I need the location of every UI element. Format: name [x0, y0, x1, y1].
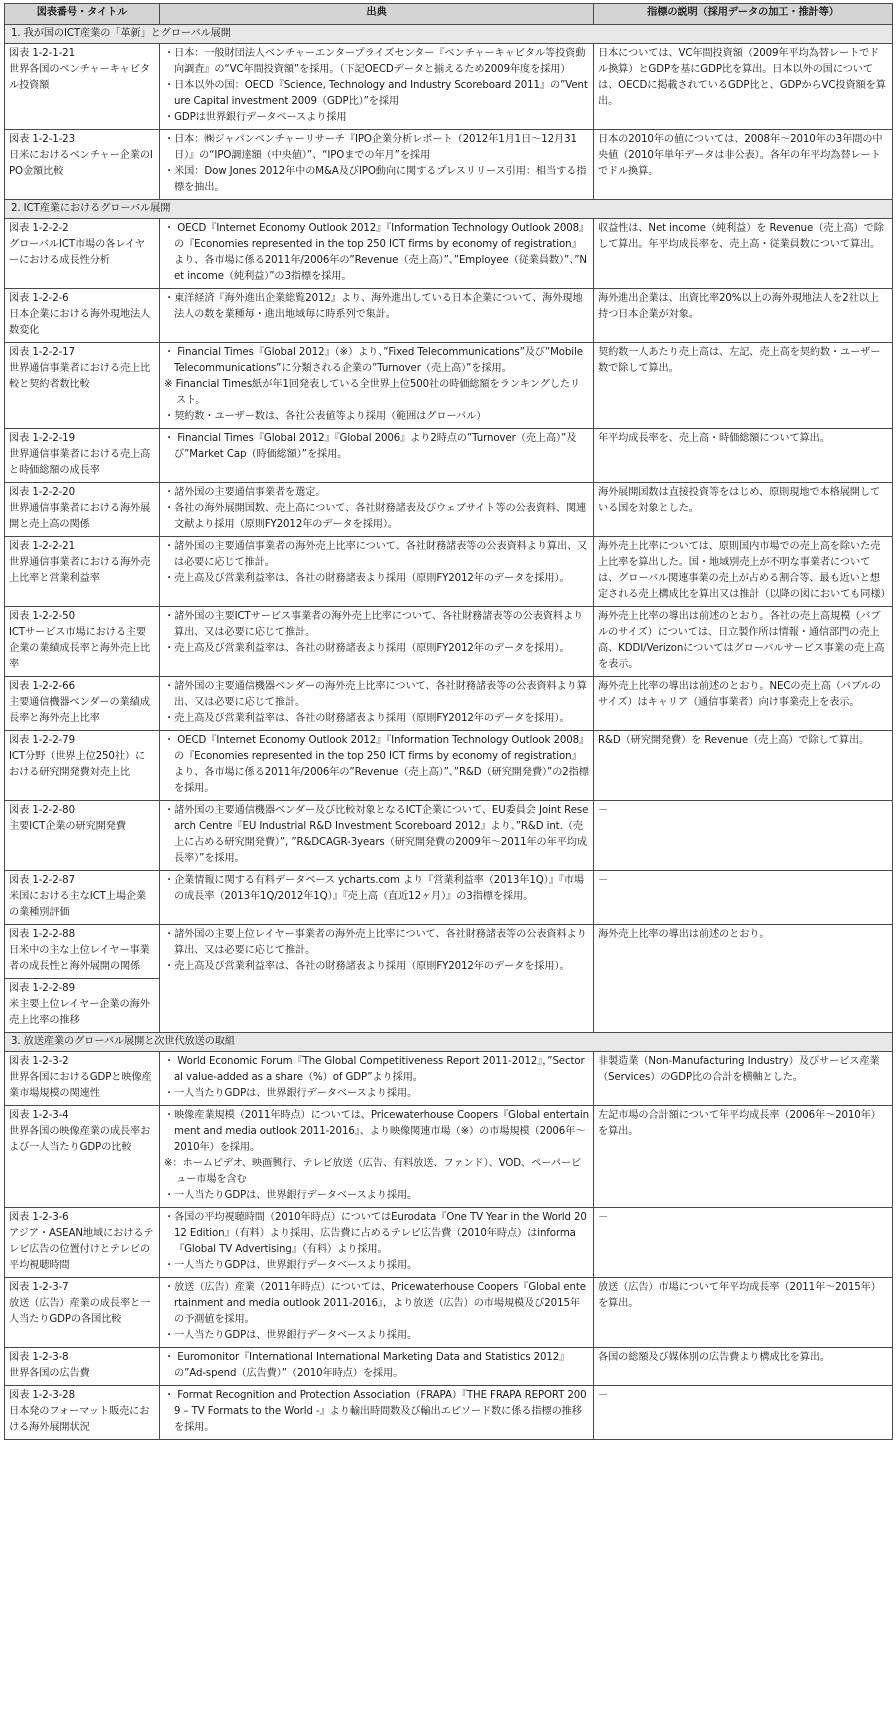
figure-title: 世界各国の映像産業の成長率および一人当たりGDPの比較 — [9, 1126, 151, 1153]
figure-cell — [5, 537, 160, 607]
description-cell: 海外展開国数は直接投資等をはじめ、原則現地で本格展開している国を対象とした。 — [594, 483, 893, 537]
source-item: ・日本：一般財団法人ベンチャーエンタープライズセンター『ベンチャーキャピタル等投資動向調査』の“VC年間投資額”を採用。（下記OECDデータと揃えるため2009年度を採用） — [164, 48, 586, 75]
table-row — [5, 871, 893, 925]
figure-number: 図表 1-2-2-79 — [9, 735, 75, 746]
figure-cell — [5, 677, 160, 731]
figure-title: 主要ICT企業の研究開発費 — [9, 821, 126, 832]
figure-number: 図表 1-2-2-17 — [9, 347, 75, 358]
source-list — [164, 873, 589, 905]
figure-number: 図表 1-2-2-19 — [9, 433, 75, 444]
description-cell: － — [594, 801, 893, 871]
description-cell: 放送（広告）市場について年平均成長率（2011年～2015年）を算出。 — [594, 1278, 893, 1348]
source-item: ・諸外国の主要通信事業者の海外売上比率について、各社財務諸表等の公表資料より算出、又は必要に応じて推計。 — [164, 541, 588, 568]
source-list — [164, 1210, 589, 1274]
source-list — [164, 1108, 589, 1204]
source-list — [164, 1280, 589, 1344]
source-item: ・売上高及び営業利益率は、各社の財務諸表より採用（原則FY2012年のデータを採用）。 — [164, 713, 570, 724]
source-item: ・ OECD『Internet Economy Outlook 2012』『Information Technology Outlook 2008』の『Economies represented in the top 250 ICT firms by economy of registration』より、各市場に係る2011年/2006年の”Revenue（売上高）”、”R&D（研究開発費）”の2指標を採用。 — [164, 735, 589, 794]
description-cell: 非製造業（Non-Manufacturing Industry）及びサービス産業（Services）のGDP比の合計を横軸とした。 — [594, 1052, 893, 1106]
source-list — [164, 291, 589, 323]
description-cell: － — [594, 1208, 893, 1278]
figure-title: 世界通信事業者における売上高と時価総額の成長率 — [9, 449, 151, 476]
source-item: ・一人当たりGDPは、世界銀行データベースより採用。 — [164, 1260, 418, 1271]
table-row — [5, 219, 893, 289]
source-list — [164, 46, 589, 126]
description-cell: 各国の総額及び媒体別の広告費より構成比を算出。 — [594, 1348, 893, 1386]
source-item: ・ Euromonitor『International International Marketing Data and Statistics 2012』の”Ad-spend（広告費）”（2010年時点）を採用。 — [164, 1352, 570, 1379]
source-item: ・各国の平均視聴時間（2010年時点）についてはEurodata『One TV Year in the World 2012 Edition』（有料）より採用、広告費に占めるテレビ広告費（2010年時点）はinforma『Global TV Advertising』（有料）より採用。 — [164, 1212, 587, 1255]
source-notes-document — [4, 3, 892, 1440]
source-cell — [160, 1208, 594, 1278]
figure-title: 日本発のフォーマット販売における海外展開状況 — [9, 1406, 150, 1433]
source-list — [164, 539, 589, 587]
table-row — [5, 1052, 893, 1106]
source-cell — [160, 731, 594, 801]
figure-title: ICTサービス市場における主要企業の業績成長率と海外売上比率 — [9, 627, 151, 670]
figure-title: 世界通信事業者における海外売上比率と営業利益率 — [9, 557, 151, 584]
source-cell — [160, 343, 594, 429]
figure-title: 日米中の主な上位レイヤー事業者の成長性と海外展開の関係 — [9, 945, 150, 972]
figure-cell — [5, 130, 160, 200]
source-item: ・放送（広告）産業（2011年時点）については、Pricewaterhouse Coopers『Global entertainment and media outlook 2011-2016』，より放送（広告）の市場規模及び2015年の予測値を採用。 — [164, 1282, 586, 1325]
source-cell — [160, 1052, 594, 1106]
figure-title: 世界各国のベンチャーキャピタル投資額 — [9, 64, 150, 91]
table-row — [5, 289, 893, 343]
source-cell — [160, 429, 594, 483]
table-row — [5, 537, 893, 607]
source-item: ・ Format Recognition and Protection Association（FRAPA）『THE FRAPA REPORT 2009 – TV Formats to the World -』より輸出時間数及び輸出エピソード数に係る指標の推移を採用。 — [164, 1390, 587, 1433]
figure-cell — [5, 1208, 160, 1278]
description-cell: 日本の2010年の値については、2008年～2010年の3年間の中央値（2010年単年データは非公表）。各年の年平均為替レートでドル換算。 — [594, 130, 893, 200]
source-item: ・諸外国の主要ICTサービス事業者の海外売上比率について、各社財務諸表等の公表資料より算出、又は必要に応じて推計。 — [164, 611, 584, 638]
figure-number: 図表 1-2-1-21 — [9, 48, 75, 59]
figure-number: 図表 1-2-2-6 — [9, 293, 69, 304]
source-item: ※ Financial Times紙が年1回発表している全世界上位500社の時価総額をランキングしたリスト。 — [164, 379, 581, 406]
figure-cell — [5, 1348, 160, 1386]
source-item: ・諸外国の主要通信機器ベンダー及び比較対象となるICT企業について、EU委員会 Joint Research Centre『EU Industrial R&D Investment Scoreboard 2012』より、”R&D int.（売上に占める研究開発費）”, ”R&DCAGR-3years（研究開発費の2009年～2011年の年平均成長率）”を採用。 — [164, 805, 589, 864]
source-item: ・GDPは世界銀行データベースより採用 — [164, 112, 347, 123]
figure-number: 図表 1-2-3-2 — [9, 1056, 69, 1067]
figure-title: 日米におけるベンチャー企業のIPO金額比較 — [9, 150, 153, 177]
source-item: ・諸外国の主要上位レイヤー事業者の海外売上比率について、各社財務諸表等の公表資料より算出、又は必要に応じて推計。 — [164, 929, 587, 956]
description-cell: 日本については、VC年間投資額（2009年平均為替レートでドル換算）とGDPを基にGDP比を算出。日本以外の国については、OECDに掲載されているGDP比と、GDPからVC投資額を算出。 — [594, 44, 893, 130]
table-row — [5, 677, 893, 731]
table-row — [5, 1106, 893, 1208]
figure-number: 図表 1-2-2-87 — [9, 875, 75, 886]
header-source: 出典 — [160, 4, 594, 25]
source-cell — [160, 1106, 594, 1208]
figure-number: 図表 1-2-1-23 — [9, 134, 75, 145]
figure-number: 図表 1-2-2-88 — [9, 929, 75, 940]
source-cell — [160, 607, 594, 677]
source-cell — [160, 871, 594, 925]
section-title: 1. 我が国のICT産業の「革新」とグローバル展開 — [5, 25, 893, 44]
table-row — [5, 1278, 893, 1348]
table-row — [5, 44, 893, 130]
source-list — [164, 1054, 589, 1102]
figure-cell — [5, 801, 160, 871]
figure-number: 図表 1-2-2-2 — [9, 223, 69, 234]
figure-number: 図表 1-2-3-7 — [9, 1282, 69, 1293]
source-item: ・東洋経済『海外進出企業総覧2012』より、海外進出している日本企業について、海外現地法人の数を業種毎・進出地域毎に時系列で集計。 — [164, 293, 583, 320]
description-cell: 海外売上比率の導出は前述のとおり。 — [594, 925, 893, 1033]
figure-cell — [5, 483, 160, 537]
source-item: ・ OECD『Internet Economy Outlook 2012』『Information Technology Outlook 2008』の『Economies represented in the top 250 ICT firms by economy of registration』より、各市場に係る2011年/2006年の”Revenue（売上高）”、”Employee（従業員数）”、”Net income（純利益）”の3指標を採用。 — [164, 223, 587, 282]
source-item: ・ World Economic Forum『The Global Competitiveness Report 2011-2012』，”Sectoral value-added as a share（%）of GDP”より採用。 — [164, 1056, 585, 1083]
figure-cell — [5, 925, 160, 979]
figure-cell — [5, 343, 160, 429]
source-item: ・諸外国の主要通信事業者を選定。 — [164, 487, 326, 498]
source-table — [4, 3, 893, 1440]
source-item: ・日本以外の国：OECD『Science, Technology and Industry Scoreboard 2011』の”Venture Capital investment 2009（GDP比）”を採用 — [164, 80, 588, 107]
table-row — [5, 925, 893, 979]
description-cell: 収益性は、Net income（純利益）を Revenue（売上高）で除して算出。年平均成長率を、売上高・従業員数について算出。 — [594, 219, 893, 289]
figure-number: 図表 1-2-2-66 — [9, 681, 75, 692]
figure-cell — [5, 44, 160, 130]
source-item: ・売上高及び営業利益率は、各社の財務諸表より採用（原則FY2012年のデータを採用）。 — [164, 643, 570, 654]
source-cell — [160, 1278, 594, 1348]
figure-number: 図表 1-2-2-89 — [9, 983, 75, 994]
source-list — [164, 485, 589, 533]
source-cell — [160, 537, 594, 607]
source-item: ・契約数・ユーザー数は、各社公表値等より採用（範囲はグローバル） — [164, 411, 487, 422]
figure-title: 日本企業における海外現地法人数変化 — [9, 309, 151, 336]
section-header-row — [5, 25, 893, 44]
figure-title: 世界各国の広告費 — [9, 1368, 90, 1379]
source-item: ・米国：Dow Jones 2012年中のM&A及びIPO動向に関するプレスリリース引用：相当する指標を抽出。 — [164, 166, 587, 193]
source-item: ※：ホームビデオ、映画興行、テレビ放送（広告、有料放送、ファンド）、VOD、ペーパービュー市場を含む — [164, 1158, 582, 1185]
figure-cell — [5, 289, 160, 343]
figure-title: グローバルICT市場の各レイヤーにおける成長性分析 — [9, 239, 146, 266]
figure-number: 図表 1-2-3-6 — [9, 1212, 69, 1223]
figure-number: 図表 1-2-2-21 — [9, 541, 75, 552]
source-item: ・企業情報に関する有料データベース ycharts.com より『営業利益率（2013年1Q）』『市場の成長率（2013年1Q/2012年1Q）』『売上高（直近12ヶ月）』の3指標を採用。 — [164, 875, 584, 902]
source-item: ・一人当たりGDPは、世界銀行データベースより採用。 — [164, 1190, 418, 1201]
table-row — [5, 1386, 893, 1440]
table-row — [5, 343, 893, 429]
source-item: ・各社の海外展開国数、売上高について、各社財務諸表及びウェブサイト等の公表資料、関連文献より採用（原則FY2012年のデータを採用）。 — [164, 503, 587, 530]
source-item: ・諸外国の主要通信機器ベンダーの海外売上比率について、各社財務諸表等の公表資料より算出、又は必要に応じて推計。 — [164, 681, 587, 708]
source-cell — [160, 483, 594, 537]
table-row — [5, 483, 893, 537]
figure-cell — [5, 979, 160, 1033]
figure-title: 主要通信機器ベンダーの業績成長率と海外売上比率 — [9, 697, 150, 724]
figure-title: ICT分野（世界上位250社）における研究開発費対売上比 — [9, 751, 146, 778]
table-body — [5, 25, 893, 1440]
description-cell: R&D（研究開発費）を Revenue（売上高）で除して算出。 — [594, 731, 893, 801]
source-item: ・ Financial Times『Global 2012』（※）より、”Fixed Telecommunications”及び”Mobile Telecommunications”に分類される企業の”Turnover（売上高）”を採用。 — [164, 347, 583, 374]
figure-cell — [5, 731, 160, 801]
figure-title: 世界通信事業者における海外展開と売上高の関係 — [9, 503, 151, 530]
source-cell — [160, 801, 594, 871]
section-header-row — [5, 1033, 893, 1052]
description-cell: － — [594, 871, 893, 925]
figure-cell — [5, 871, 160, 925]
figure-cell — [5, 1052, 160, 1106]
source-item: ・売上高及び営業利益率は、各社の財務諸表より採用（原則FY2012年のデータを採用）。 — [164, 573, 570, 584]
table-header-row — [5, 4, 893, 25]
figure-title: 米主要上位レイヤー企業の海外売上比率の推移 — [9, 999, 150, 1026]
source-item: ・映像産業規模（2011年時点）については、Pricewaterhouse Coopers『Global entertainment and media outlook 2011-2016』、より映像関連市場（※）の市場規模（2006年～2010年）を採用。 — [164, 1110, 589, 1153]
description-cell: 年平均成長率を、売上高・時価総額について算出。 — [594, 429, 893, 483]
table-row — [5, 731, 893, 801]
source-list — [164, 132, 589, 196]
figure-title: 世界通信事業者における売上比較と契約者数比較 — [9, 363, 151, 390]
table-row — [5, 1208, 893, 1278]
source-item: ・売上高及び営業利益率は、各社の財務諸表より採用（原則FY2012年のデータを採用）。 — [164, 961, 570, 972]
source-list — [164, 733, 589, 797]
source-list — [164, 679, 589, 727]
source-list — [164, 345, 589, 425]
figure-number: 図表 1-2-3-4 — [9, 1110, 69, 1121]
source-cell — [160, 289, 594, 343]
description-cell: 契約数一人あたり売上高は、左記、売上高を契約数・ユーザー数で除して算出。 — [594, 343, 893, 429]
figure-cell — [5, 219, 160, 289]
figure-cell — [5, 1386, 160, 1440]
figure-cell — [5, 1278, 160, 1348]
source-item: ・一人当たりGDPは、世界銀行データベースより採用。 — [164, 1330, 418, 1341]
source-item: ・一人当たりGDPは、世界銀行データベースより採用。 — [164, 1088, 418, 1099]
source-list — [164, 609, 589, 657]
figure-number: 図表 1-2-2-80 — [9, 805, 75, 816]
figure-title: 世界各国におけるGDPと映像産業市場規模の関連性 — [9, 1072, 152, 1099]
figure-number: 図表 1-2-2-20 — [9, 487, 75, 498]
table-row — [5, 1348, 893, 1386]
section-title: 3. 放送産業のグローバル展開と次世代放送の取組 — [5, 1033, 893, 1052]
figure-title: 放送（広告）産業の成長率と一人当たりGDPの各国比較 — [9, 1298, 151, 1325]
header-figure-title: 図表番号・タイトル — [5, 4, 160, 25]
source-list — [164, 1388, 589, 1436]
table-row — [5, 130, 893, 200]
source-cell — [160, 925, 594, 1033]
figure-cell — [5, 1106, 160, 1208]
description-cell: 海外売上比率については、原則国内市場での売上高を除いた売上比率を算出した。国・地域別売上が不明な事業者については、グローバル関連事業の売上が占める割合等、最も近いと想定される売上構成比を算出又は推計（以降の図においても同様） — [594, 537, 893, 607]
source-cell — [160, 44, 594, 130]
figure-number: 図表 1-2-3-28 — [9, 1390, 75, 1401]
source-cell — [160, 219, 594, 289]
description-cell: － — [594, 1386, 893, 1440]
source-list — [164, 927, 589, 975]
header-indicator-description: 指標の説明（採用データの加工・推計等） — [594, 4, 893, 25]
source-cell — [160, 1386, 594, 1440]
source-item: ・日本：㈱ジャパンベンチャーリサーチ『IPO企業分析レポート（2012年1月1日～12月31日）』の“IPO調達額（中央値）”、“IPOまでの年月”を採用 — [164, 134, 577, 161]
source-list — [164, 431, 589, 463]
source-cell — [160, 677, 594, 731]
description-cell: 海外進出企業は、出資比率20%以上の海外現地法人を2社以上持つ日本企業が対象。 — [594, 289, 893, 343]
source-cell — [160, 130, 594, 200]
table-row — [5, 429, 893, 483]
source-list — [164, 803, 589, 867]
figure-number: 図表 1-2-2-50 — [9, 611, 75, 622]
figure-title: 米国における主なICT上場企業の業種別評価 — [9, 891, 147, 918]
table-row — [5, 607, 893, 677]
figure-title: アジア・ASEAN地域におけるテレビ広告の位置付けとテレビの平均視聴時間 — [9, 1228, 154, 1271]
description-cell: 海外売上比率の導出は前述のとおり。NECの売上高（バブルのサイズ）はキャリア（通信事業者）向け事業売上を表示。 — [594, 677, 893, 731]
figure-cell — [5, 429, 160, 483]
description-cell: 海外売上比率の導出は前述のとおり。各社の売上高規模（バブルのサイズ）については、日立製作所は情報・通信部門の売上高、KDDI/Verizonについてはグローバルサービス事業の売上高を表示。 — [594, 607, 893, 677]
figure-cell — [5, 607, 160, 677]
source-item: ・ Financial Times『Global 2012』『Global 2006』より2時点の”Turnover（売上高）”及び”Market Cap（時価総額）”を採用。 — [164, 433, 577, 460]
source-list — [164, 1350, 589, 1382]
source-list — [164, 221, 589, 285]
table-row — [5, 801, 893, 871]
section-header-row — [5, 200, 893, 219]
source-cell — [160, 1348, 594, 1386]
figure-number: 図表 1-2-3-8 — [9, 1352, 69, 1363]
section-title: 2. ICT産業におけるグローバル展開 — [5, 200, 893, 219]
description-cell: 左記市場の合計額について年平均成長率（2006年～2010年）を算出。 — [594, 1106, 893, 1208]
